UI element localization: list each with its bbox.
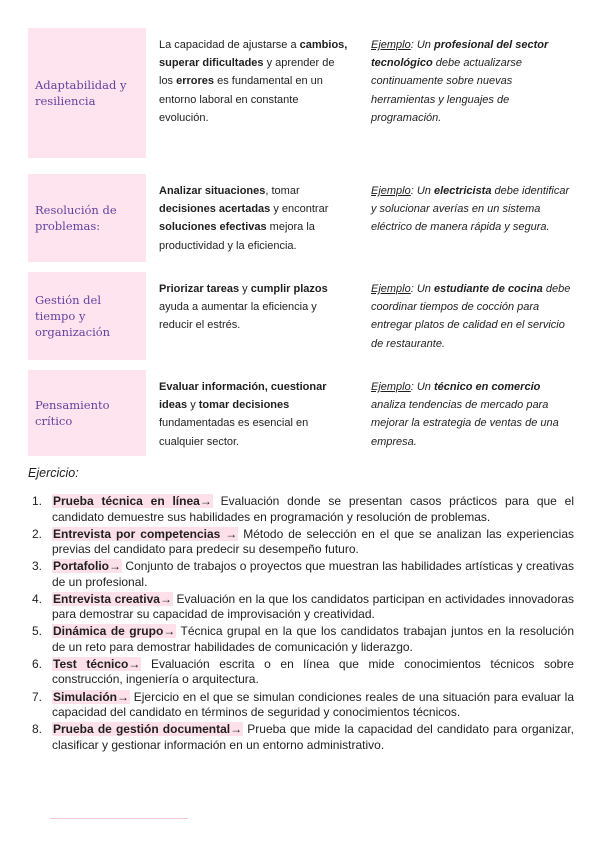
bold-phrase: Evaluar información, cuestionar ideas [159, 381, 327, 412]
skill-description [146, 370, 357, 456]
text-run: debe coordinar tiempos de cocción para entregar platos de calidad en el servicio de restaurante. [371, 283, 571, 350]
text-run: La capacidad de ajustarse a [159, 39, 300, 51]
text-run: fundamentadas es esencial en cualquier sector. [159, 417, 309, 448]
example-label: Ejemplo [371, 39, 411, 51]
bold-phrase: Priorizar tareas [159, 283, 240, 295]
item-term [52, 592, 173, 606]
item-number: 5. [32, 624, 43, 639]
footer-divider [50, 818, 188, 819]
item-text: Evaluación en la que los candidatos participan en actividades innovadoras para demostrar su capacidad de improvisación y creatividad. [52, 591, 574, 622]
item-number: 8. [32, 722, 43, 737]
arrow-icon: → [109, 559, 121, 574]
text-run: y [187, 399, 199, 412]
example-label: Ejemplo [371, 185, 411, 197]
arrow-icon: → [199, 494, 212, 508]
list-item [28, 527, 574, 558]
text-run: es fundamental en un entorno laboral en constante evolución. [159, 75, 323, 124]
arrow-icon: → [230, 722, 243, 737]
item-text: Evaluación donde se presentan casos prácticos para que el candidato demuestre sus habilidades en programación y resolución de problemas. [52, 494, 574, 524]
item-number: 7. [32, 689, 43, 704]
skills-table [28, 28, 576, 456]
item-term [52, 559, 122, 573]
skill-example [357, 370, 576, 456]
list-item [28, 494, 574, 525]
term-text: Simulación [53, 689, 118, 704]
skill-name: Adaptabilidad y resiliencia [28, 28, 146, 158]
term-text: Entrevista creativa [53, 591, 160, 606]
skill-description [146, 174, 357, 262]
skill-example [357, 174, 576, 262]
skill-example [357, 28, 576, 158]
text-run: debe actualizarse continuamente sobre nuevas herramientas y lenguajes de programación. [371, 57, 523, 124]
text-run: debe identificar y solucionar averías en un sistema eléctrico de manera rápida y segura. [371, 185, 570, 234]
bold-phrase: Analizar situaciones [159, 185, 266, 197]
term-text: Entrevista por competencias [53, 526, 226, 541]
text-run: : Un [410, 185, 434, 197]
term-text: Dinámica de grupo [53, 624, 164, 639]
text-run: y aprender de los [159, 57, 335, 88]
skill-name: Gestión del tiempo y organización [28, 272, 146, 360]
skill-row [28, 370, 576, 456]
item-text: Prueba que mide la capacidad del candidato para organizar, clasificar y gestionar información en un entorno administrativo. [52, 722, 574, 752]
text-run: y encontrar [270, 203, 329, 216]
term-text: Test técnico [53, 656, 129, 671]
term-text: Prueba técnica en línea [53, 494, 200, 508]
item-number: 3. [32, 559, 43, 574]
exercise-title: Ejercicio: [28, 466, 79, 480]
item-text: Técnica grupal en la que los candidatos trabajan juntos en la resolución de un reto para demostrar habilidades de comunicación y liderazgo. [52, 624, 574, 654]
text-run: analiza tendencias de mercado para mejorar la estrategia de ventas de una empresa. [371, 399, 559, 448]
arrow-icon: → [117, 689, 130, 704]
item-term [52, 690, 130, 704]
example-text [371, 39, 548, 124]
list-item [28, 624, 574, 655]
item-number: 4. [32, 591, 43, 606]
item-term [52, 657, 141, 671]
text-run: , tomar [265, 185, 300, 197]
item-term [52, 624, 176, 638]
item-text: Conjunto de trabajos o proyectos que muestran las habilidades artísticas y creativas de un profesional. [52, 559, 574, 589]
text-run: : Un [410, 381, 434, 393]
text-run: ayuda a aumentar la eficiencia y reducir el estrés. [159, 301, 317, 332]
bold-phrase: cumplir plazos [250, 283, 328, 295]
text-run: mejora la productividad y la eficiencia. [159, 221, 315, 252]
exercise-list [28, 494, 574, 755]
bold-phrase: electricista [433, 185, 492, 197]
bold-phrase: soluciones efectivas [159, 221, 267, 234]
list-item [28, 559, 574, 590]
item-text: Evaluación escrita o en línea que mide conocimientos técnicos sobre construcción, ingeniería o arquitectura. [52, 656, 574, 687]
bold-phrase: técnico en comercio [433, 381, 541, 393]
skill-row [28, 174, 576, 262]
item-text: Método de selección en el que se analizan las experiencias previas del candidato para predecir su desempeño futuro. [52, 526, 575, 557]
term-text: Prueba de gestión documental [53, 722, 231, 737]
skill-example [357, 272, 576, 360]
skill-name: Pensamiento crítico [28, 370, 146, 456]
item-text: Ejercicio en el que se simulan condiciones reales de una situación para evaluar la capacidad del candidato en términos de seguridad y conocimientos técnicos. [52, 689, 574, 720]
item-term [52, 494, 213, 508]
text-run: y [239, 283, 251, 295]
arrow-icon: → [225, 526, 238, 541]
list-item [28, 657, 574, 688]
item-term [52, 527, 238, 541]
item-number: 2. [32, 526, 43, 541]
bold-phrase: errores [176, 75, 215, 88]
bold-phrase: tomar decisiones [198, 399, 290, 412]
skill-row [28, 272, 576, 360]
arrow-icon: → [159, 591, 172, 606]
bold-phrase: estudiante de cocina [433, 283, 543, 295]
arrow-icon: → [163, 624, 176, 639]
term-text: Portafolio [53, 559, 109, 574]
skill-name: Resolución de problemas: [28, 174, 146, 262]
skill-row [28, 28, 576, 158]
list-item [28, 592, 574, 623]
bold-phrase: cambios, superar dificultades [159, 39, 348, 70]
bold-phrase: profesional del sector tecnológico [371, 39, 549, 70]
item-term [52, 722, 243, 736]
skill-description [146, 272, 357, 360]
list-item [28, 722, 574, 753]
list-item [28, 690, 574, 721]
text-run: : Un [410, 39, 434, 51]
example-label: Ejemplo [371, 283, 411, 295]
bold-phrase: decisiones acertadas [159, 203, 271, 216]
item-number: 6. [32, 656, 43, 671]
example-label: Ejemplo [371, 381, 411, 393]
item-number: 1. [32, 494, 43, 508]
text-run: : Un [410, 283, 434, 295]
arrow-icon: → [128, 656, 141, 671]
skill-description [146, 28, 357, 158]
